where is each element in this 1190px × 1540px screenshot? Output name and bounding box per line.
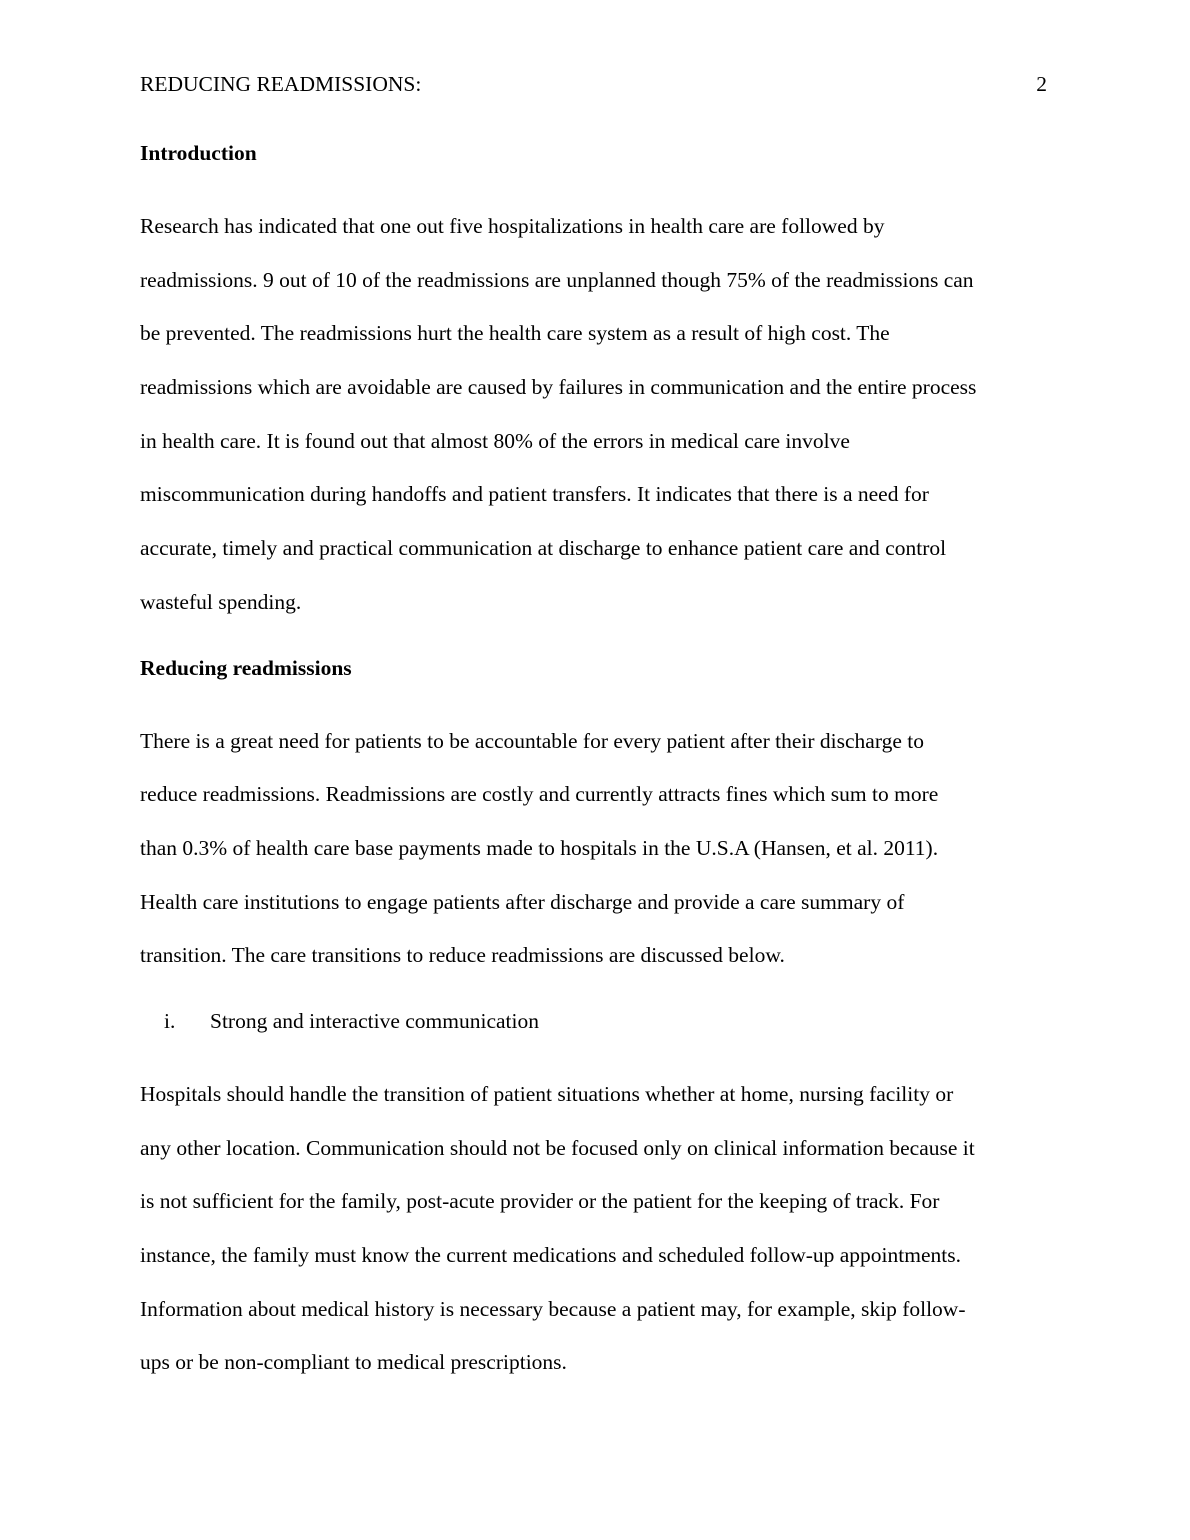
paragraph-line: Information about medical history is necessary because a patient may, for example, skip follow- [140,1296,966,1321]
paragraph-line: miscommunication during handoffs and patient transfers. It indicates that there is a need for [140,482,929,507]
list-marker: i. [164,1008,176,1033]
communication-paragraph [140,1068,1050,1390]
paragraph-line: There is a great need for patients to be accountable for every patient after their discharge to [140,728,924,753]
paragraph-line: reduce readmissions. Readmissions are costly and currently attracts fines which sum to more [140,782,939,807]
paragraph-line: ups or be non-compliant to medical prescriptions. [140,1350,567,1375]
introduction-paragraph [140,200,1050,630]
page-number: 2 [1036,72,1047,96]
paragraph-line: Hospitals should handle the transition of patient situations whether at home, nursing facility or [140,1081,954,1106]
paragraph-line: transition. The care transitions to reduce readmissions are discussed below. [140,943,785,968]
paragraph-line: is not sufficient for the family, post-acute provider or the patient for the keeping of track. For [140,1189,940,1214]
running-header [140,70,1047,98]
paragraph-line: readmissions which are avoidable are caused by failures in communication and the entire process [140,375,977,400]
paragraph-line: be prevented. The readmissions hurt the health care system as a result of high cost. The [140,321,890,346]
paragraph-line: readmissions. 9 out of 10 of the readmissions are unplanned though 75% of the readmissions can [140,267,974,292]
introduction-heading: Introduction [140,141,257,165]
list-item [140,998,1050,1044]
paragraph-line: in health care. It is found out that almost 80% of the errors in medical care involve [140,428,850,453]
running-title: REDUCING READMISSIONS: [140,72,422,96]
paragraph-line: any other location. Communication should not be focused only on clinical information because it [140,1135,975,1160]
paragraph-line: Research has indicated that one out five hospitalizations in health care are followed by [140,214,885,238]
list-item-text: Strong and interactive communication [210,1008,539,1033]
paragraph-line: wasteful spending. [140,589,302,614]
paragraph-line: than 0.3% of health care base payments made to hospitals in the U.S.A (Hansen, et al. 2011). [140,835,939,860]
document-body [140,130,1050,1390]
reducing-readmissions-heading: Reducing readmissions [140,655,352,680]
reducing-readmissions-paragraph [140,715,1050,983]
paragraph-line: instance, the family must know the current medications and scheduled follow-up appointments. [140,1243,961,1267]
paragraph-line: Health care institutions to engage patients after discharge and provide a care summary of [140,889,905,914]
paragraph-line: accurate, timely and practical communication at discharge to enhance patient care and control [140,536,947,561]
